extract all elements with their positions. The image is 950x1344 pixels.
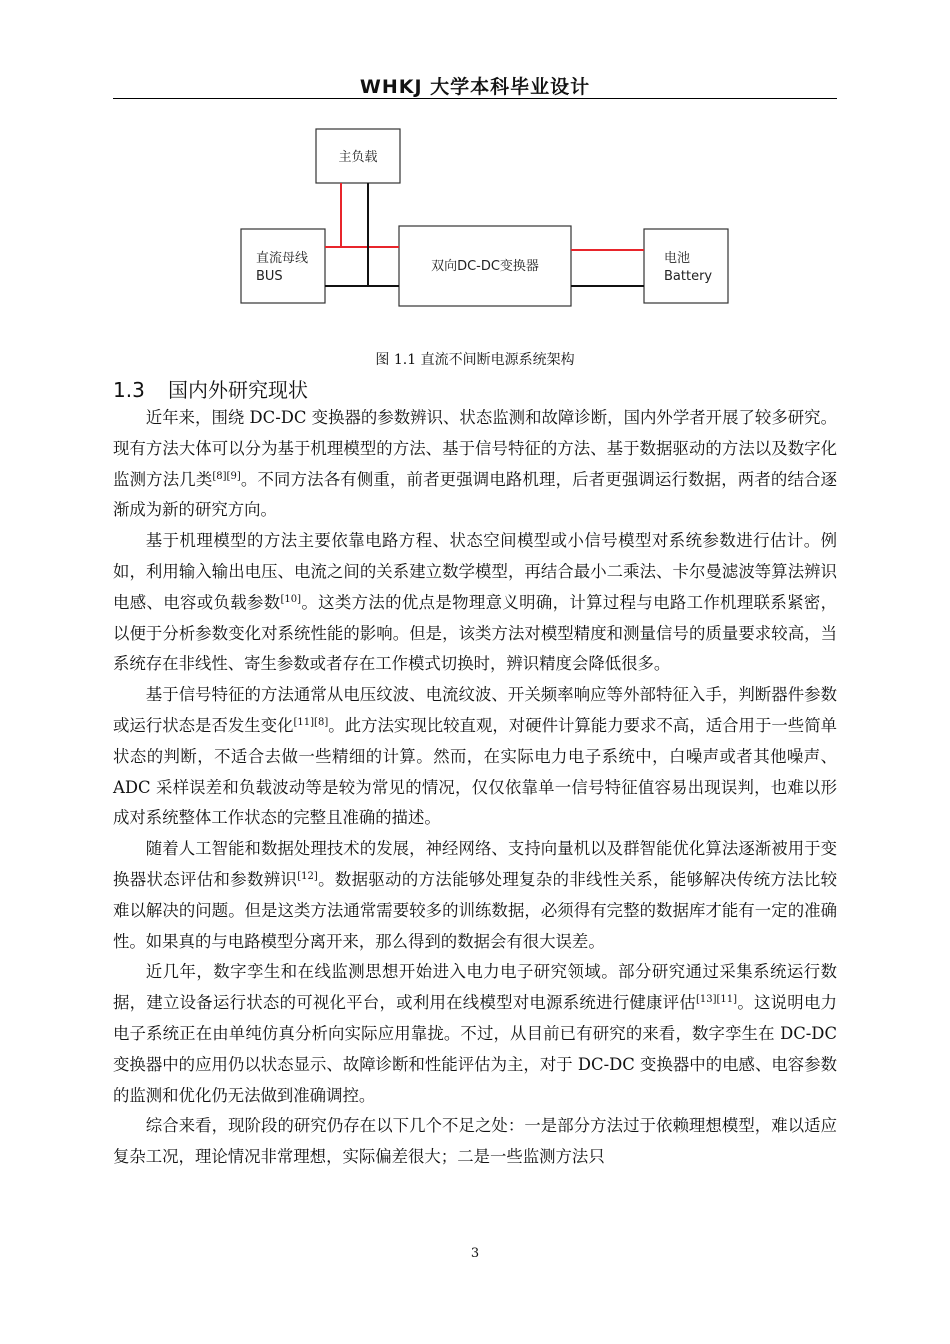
- citation-ref: [11][8]: [293, 716, 329, 728]
- body-paragraph: [113, 1111, 837, 1173]
- citation-ref: [12]: [297, 870, 318, 882]
- section-heading: [113, 374, 308, 403]
- dc-bus-box: [241, 229, 325, 303]
- citation-ref: [10]: [280, 593, 302, 605]
- paragraph-text: 。数据驱动的方法能够处理复杂的非线性关系，能够解决传统方法比较难以解决的问题。但是这类方法通常需要较多的训练数据，必须得有完整的数据库才能有一定的准确性。如果真的与电路模型分离开来，那么得到的数据会有很大误差。: [113, 869, 838, 951]
- converter-label: 双向DC-DC变换器: [431, 259, 539, 274]
- paragraph-text: 随着人工智能和数据处理技术的发展，神经网络、支持向量机以及群智能优化算法逐渐被用于变换器状态评估和参数辨识: [113, 839, 837, 889]
- paragraph-text: 基于机理模型的方法主要依靠电路方程、状态空间模型或小信号模型对系统参数进行估计。例如，利用输入输出电压、电流之间的关系建立数学模型，再结合最小二乘法、卡尔曼滤波等算法辨识电感、电容或负载参数: [113, 531, 837, 612]
- paragraph-text: 。这说明电力电子系统正在由单纯仿真分析向实际应用靠拢。不过，从目前已有研究的来看，数字孪生在 DC-DC 变换器中的应用仍以状态显示、故障诊断和性能评估为主，对于 DC-DC 变换器中的电感、电容参数的监测和优化仍无法做到准确调控。: [113, 993, 838, 1105]
- body-text: [113, 403, 837, 1173]
- dc-bus-label-cn: 直流母线: [256, 251, 309, 266]
- paragraph-text: 近年来，围绕 DC-DC 变换器的参数辨识、状态监测和故障诊断，国内外学者开展了较多研究。现有方法大体可以分为基于机理模型的方法、基于信号特征的方法、基于数据驱动的方法以及数字化监测方法几类: [113, 408, 837, 489]
- citation-ref: [13][11]: [696, 994, 738, 1006]
- paragraph-text: 。不同方法各有侧重，前者更强调电路机理，后者更强调运行数据，两者的结合逐渐成为新的研究方向。: [113, 469, 838, 520]
- paragraph-text: 综合来看，现阶段的研究仍存在以下几个不足之处：一是部分方法过于依赖理想模型，难以适应复杂工况，理论情况非常理想，实际偏差很大；二是一些监测方法只: [113, 1116, 837, 1167]
- battery-box: [644, 229, 728, 303]
- paragraph-text: 基于信号特征的方法通常从电压纹波、电流纹波、开关频率响应等外部特征入手，判断器件参数或运行状态是否发生变化: [113, 685, 837, 735]
- body-paragraph: [113, 403, 837, 526]
- citation-ref: [8][9]: [212, 470, 241, 482]
- paragraph-text: 。此方法实现比较直观，对硬件计算能力要求不高，适合用于一些简单状态的判断，不适合去做一些精细的计算。然而，在实际电力电子系统中，白噪声或者其他噪声、ADC 采样误差和负载波动等是较为常见的情况，仅仅依靠单一信号特征值容易出现误判，也难以形成对系统整体工作状态的完整且准确的描述。: [113, 715, 837, 828]
- battery-label-cn: 电池: [664, 251, 691, 266]
- section-title: 国内外研究现状: [168, 378, 308, 402]
- figure-caption: 图 1.1 直流不间断电源系统架构: [375, 352, 575, 368]
- section-number: 1.3: [113, 378, 145, 402]
- main-load-label: 主负载: [338, 150, 378, 165]
- body-paragraph: [113, 834, 837, 957]
- battery-label-en: Battery: [664, 269, 713, 284]
- ups-architecture-diagram: [0, 0, 950, 345]
- paragraph-text: 近几年，数字孪生和在线监测思想开始进入电力电子研究领域。部分研究通过采集系统运行数据，建立设备运行状态的可视化平台，或利用在线模型对电源系统进行健康评估: [113, 962, 837, 1013]
- page-number: 3: [470, 1246, 480, 1261]
- dc-bus-label-en: BUS: [256, 269, 283, 284]
- paragraph-text: 。这类方法的优点是物理意义明确，计算过程与电路工作机理联系紧密，以便于分析参数变化对系统性能的影响。但是，该类方法对模型精度和测量信号的质量要求较高，当系统存在非线性、寄生参数或者存在工作模式切换时，辨识精度会降低很多。: [113, 592, 838, 674]
- body-paragraph: [113, 680, 837, 834]
- body-paragraph: [113, 957, 837, 1111]
- body-paragraph: [113, 526, 837, 680]
- page-header: WHKJ 大学本科毕业设计: [359, 76, 591, 98]
